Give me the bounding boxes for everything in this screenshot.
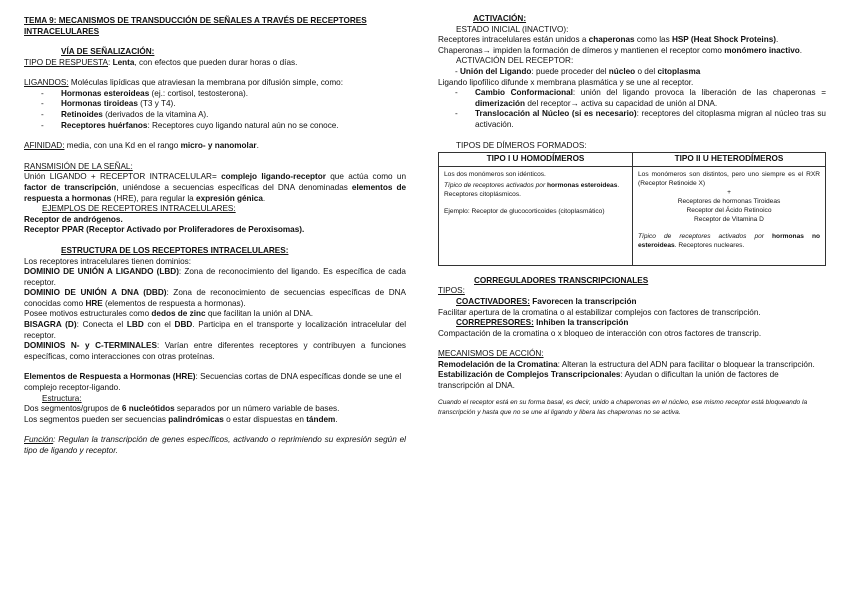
correpresores-text: Compactación de la cromatina o x bloqueo de interacción con otros factores de transcrip. xyxy=(438,328,762,338)
activacion-receptor: ACTIVACIÓN DEL RECEPTOR: xyxy=(456,56,574,66)
list-item: - Hormonas tiroideas (T3 y T4). xyxy=(24,99,406,110)
motivos-text: Posee motivos estructurales como dedos de zinc que facilitan la unión al DNA. xyxy=(24,309,313,319)
lbd-text: DOMINIO DE UNIÓN A LIGANDO (LBD): Zona de reconocimiento del ligando. Es específica de cada receptor. xyxy=(24,267,406,287)
via-heading: VÍA DE SEÑALIZACIÓN: xyxy=(61,47,155,56)
estado-inicial: ESTADO INICIAL (INACTIVO): xyxy=(456,24,569,34)
afinidad: AFINIDAD: media, con una Kd en el rango micro- y nanomolar. xyxy=(24,141,259,151)
estructura-sub: Estructura: xyxy=(42,393,82,403)
mecanismos-label: MECANISMOS DE ACCIÓN: xyxy=(438,349,544,359)
tipos-dimeros: TIPOS DE DÍMEROS FORMADOS: xyxy=(456,140,587,150)
ejemplo-1: Receptor de andrógenos. xyxy=(24,214,123,224)
segmentos-1: Dos segmentos/grupos de 6 nucleótidos separados por un número variable de bases. xyxy=(24,404,340,414)
activacion-heading: ACTIVACIÓN: xyxy=(473,14,527,23)
table-cell-tipo-ii: Los monómeros son distintos, pero uno siempre es el RXR (Receptor Retinoide X) + Receptores de hormonas Tiroideas Receptor del Ácido Retinoico Receptor de Vitamina D Típico de receptores activados por hormonas no esteroideas. Receptores nucleares. xyxy=(633,166,826,265)
estructura-heading: ESTRUCTURA DE LOS RECEPTORES INTRACELULARES: xyxy=(61,245,289,255)
transmision-text: Unión LIGANDO + RECEPTOR INTRACELULAR= complejo ligando-receptor que actúa como un factor de transcripción, uniéndose a secuencias específicas del DNA denominadas elementos de respuesta a hormonas (HRE), para regular la expresión génica. xyxy=(24,172,407,203)
dbd-text: DOMINIO DE UNIÓN A DNA (DBD): Zona de reconocimiento de secuencias específicas de DNA conocidas como HRE (elementos de respuesta a hormonas). xyxy=(24,288,406,308)
ligandos-intro: LIGANDOS: Moléculas lipídicas que atraviesan la membrana por difusión simple, como: xyxy=(24,78,344,88)
list-item: - Retinoides (derivados de la vitamina A). xyxy=(24,110,406,121)
right-column xyxy=(438,14,826,418)
correpresores: CORREPRESORES: Inhiben la transcripción xyxy=(456,318,629,328)
transmision-heading: RANSMISIÓN DE LA SEÑAL: xyxy=(24,161,133,171)
activacion-list xyxy=(438,88,826,130)
funcion-text: Función: Regulan la transcripción de genes específicos, activando o reprimiendo su expresión según el tipo de ligando y receptor. xyxy=(24,435,406,455)
segmentos-2: Los segmentos pueden ser secuencias palindrómicas o estar dispuestas en tándem. xyxy=(24,414,338,424)
estabilizacion-text: Estabilización de Complejos Transcripcionales: Ayudan o dificultan la unión de factores de transcripción al DNA. xyxy=(438,370,779,391)
table-header-tipo-i: TIPO I U HOMODÍMEROS xyxy=(439,153,633,167)
coactivadores: COACTIVADORES: Favorecen la transcripción xyxy=(456,296,637,306)
tipo-respuesta: TIPO DE RESPUESTA: Lenta, con efectos que pueden durar horas o días. xyxy=(24,57,298,67)
c1-tipico: Típico de receptores activados por hormonas esteroideas. Receptores citoplásmicos. xyxy=(444,181,620,198)
left-column xyxy=(24,14,406,457)
table-cell-tipo-i: Los dos monómeros son idénticos. Típico de receptores activados por hormonas esteroideas. Receptores citoplásmicos. Ejemplo: Receptor de glucocorticoides (citoplasmático) xyxy=(439,166,633,265)
hre-text: Elementos de Respuesta a Hormonas (HRE): Secuencias cortas de DNA específicas donde se une el complejo receptor-ligando. xyxy=(24,372,402,393)
page-title: TEMA 9: MECANISMOS DE TRANSDUCCIÓN DE SEÑALES A TRAVÉS DE RECEPTORES INTRACELULARES xyxy=(24,16,367,36)
coactivadores-text: Facilitar apertura de la cromatina o al estabilizar complejos con factores de transcripción. xyxy=(438,307,761,317)
dominios-text: DOMINIOS N- y C-TERMINALES: Varían entre diferentes receptores y contribuyen a funciones específicas, como interacciones con otras proteínas. xyxy=(24,341,406,361)
bisagra-text: BISAGRA (D): Conecta el LBD con el DBD. Participa en el transporte y localización intracelular del receptor. xyxy=(24,320,407,340)
list-item: - Cambio Conformacional: unión del ligando provoca la liberación de las chaperonas = dimerización del receptor→ activa su capacidad de unión al DNA. xyxy=(438,88,826,109)
estructura-intro: Los receptores intracelulares tienen dominios: xyxy=(24,256,192,266)
ligando-text: Ligando lipofílico difunde x membrana plasmática y se une al receptor. xyxy=(438,77,694,87)
remodelacion-text: Remodelación de la Cromatina: Alteran la estructura del ADN para facilitar o bloquear la transcripción. xyxy=(438,359,815,369)
list-item: - Unión del Ligando: puede proceder del núcleo o del citoplasma xyxy=(438,67,826,78)
ejemplos-heading: EJEMPLOS DE RECEPTORES INTRACELULARES: xyxy=(42,204,236,214)
chaperonas-text: Chaperonas→ impiden la formación de dímeros y mantienen el receptor como monómero inactivo. xyxy=(438,45,803,55)
tipos-label: TIPOS: xyxy=(438,286,465,296)
list-item: - Hormonas esteroideas (ej.: cortisol, testosterona). xyxy=(24,89,406,100)
c2-tipico: Típico de receptores activados por hormonas no esteroideas. Receptores nucleares. xyxy=(638,232,820,249)
union-list xyxy=(438,67,826,78)
dimeros-table xyxy=(438,152,826,266)
ejemplo-2: Receptor PPAR (Receptor Activado por Proliferadores de Peroxisomas). xyxy=(24,225,305,235)
estado-text: Receptores intracelulares están unidos a chaperonas como las HSP (Heat Shock Proteins). xyxy=(438,35,779,45)
footnote: Cuando el receptor está en su forma basal, es decir, unido a chaperonas en el núcleo, ese mismo receptor está bloqueando la transcripción y hasta que no se une al ligando y libera las chaperonas no se activa. xyxy=(438,398,808,416)
ligandos-list xyxy=(24,89,406,131)
list-item: - Translocación al Núcleo (si es necesario): receptores del citoplasma migran al núcleo tras su activación. xyxy=(438,109,826,130)
correguladores-heading: CORREGULADORES TRANSCRIPCIONALES xyxy=(474,275,649,285)
list-item: - Receptores huérfanos: Receptores cuyo ligando natural aún no se conoce. xyxy=(24,121,406,132)
table-header-tipo-ii: TIPO II U HETERODÍMEROS xyxy=(633,153,826,167)
